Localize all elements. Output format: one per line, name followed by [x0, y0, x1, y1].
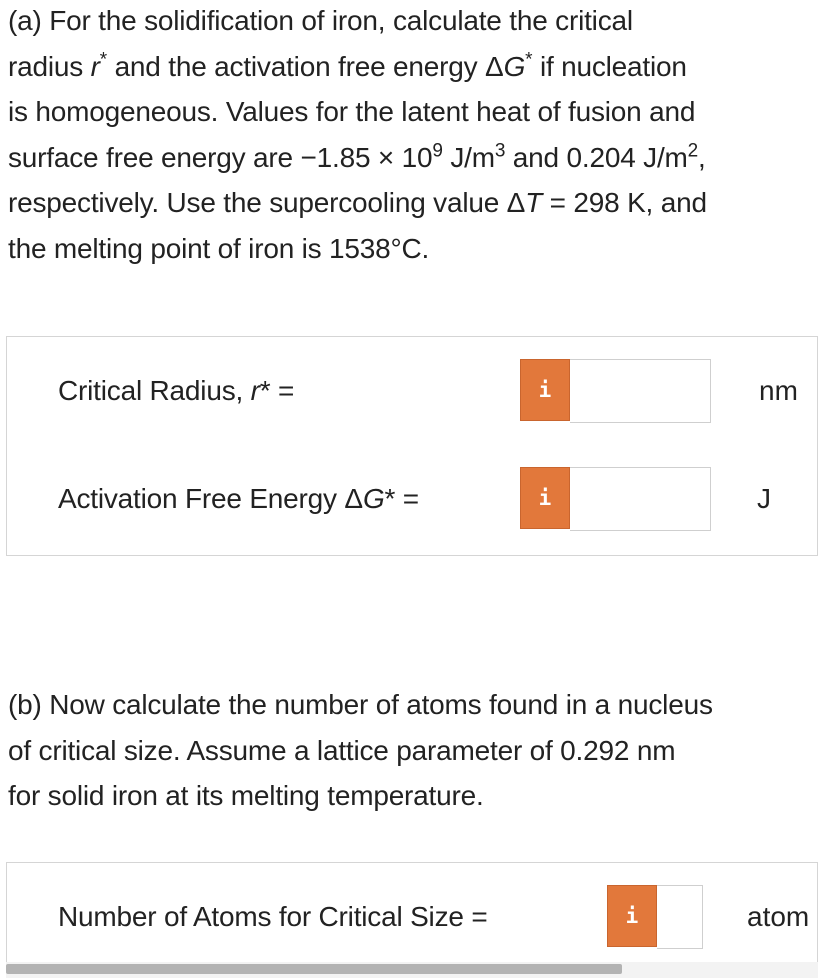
critical-radius-input[interactable]	[570, 359, 711, 423]
question-a-line: respectively. Use the supercooling value ΔT = 298 K, and	[8, 187, 707, 218]
critical-radius-unit: nm	[759, 375, 798, 406]
atoms-count-row	[7, 885, 817, 949]
activation-energy-label: Activation Free Energy ΔG* =	[58, 483, 419, 514]
horizontal-scrollbar[interactable]	[6, 962, 818, 978]
question-b-line: of critical size. Assume a lattice parameter of 0.292 nm	[8, 734, 676, 766]
question-a-line: surface free energy are $-1.85 \times 10^9$ $J/m^3$ and 0.204 $J/m^2$,	[8, 140, 706, 173]
question-a-line: radius r* and the activation free energy ΔG* if nucleation	[8, 49, 687, 82]
info-icon[interactable]: i	[520, 359, 570, 421]
question-b-line: (b) Now calculate the number of atoms found in a nucleus	[8, 689, 713, 720]
activation-energy-unit: J	[757, 483, 771, 514]
critical-radius-label: Critical Radius, r* =	[58, 375, 295, 406]
info-icon[interactable]: i	[607, 885, 657, 947]
question-b-line: for solid iron at its melting temperature.	[8, 780, 484, 811]
atoms-count-unit: atom	[747, 901, 810, 932]
activation-energy-row	[7, 467, 817, 531]
answer-panel-a	[6, 336, 818, 556]
info-icon[interactable]: i	[520, 467, 570, 529]
scrollbar-thumb[interactable]	[6, 964, 622, 974]
atoms-count-input[interactable]	[657, 885, 703, 949]
question-part-a	[8, 0, 818, 271]
answer-panel-b	[6, 862, 818, 978]
question-a-line: the melting point of iron is 1538°C.	[8, 232, 430, 264]
atoms-count-label: Number of Atoms for Critical Size =	[58, 901, 488, 932]
critical-radius-row	[7, 359, 817, 423]
question-a-line: (a) For the solidification of iron, calculate the critical	[8, 5, 633, 36]
question-part-b	[8, 682, 818, 819]
question-a-line: is homogeneous. Values for the latent heat of fusion and	[8, 96, 696, 127]
activation-energy-input[interactable]	[570, 467, 711, 531]
